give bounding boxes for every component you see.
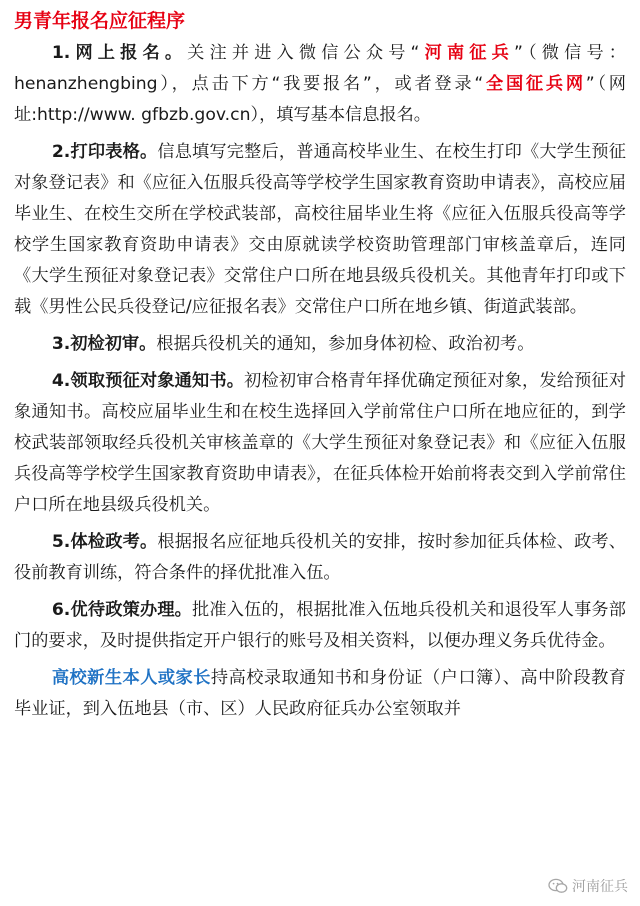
step-5-heading: 5.体检政考。 (51, 532, 158, 552)
freshman-paragraph (14, 663, 626, 725)
step-4-paragraph (14, 366, 626, 521)
step-2-paragraph (14, 137, 626, 323)
article-title: 男青年报名应征程序 (14, 10, 186, 32)
step-1-text-c: ”（网址:http://www. gfbzb.gov.cn），填写基本信息报名。 (14, 74, 626, 125)
step-4-heading: 4.领取预征对象通知书。 (51, 371, 245, 391)
freshman-text: 持高校录取通知书和身份证（户口簿）、高中阶段教育毕业证，到入伍地县（市、区）人民政府征兵办公室领取并 (14, 668, 626, 719)
recruitment-site-highlight: 全国征兵网 (483, 74, 586, 94)
step-3-heading: 3.初检初审。 (51, 334, 157, 354)
source-watermark (548, 876, 628, 896)
freshman-highlight: 高校新生本人或家长 (51, 668, 211, 688)
step-5-paragraph (14, 527, 626, 589)
step-6-heading: 6.优待政策办理。 (51, 600, 193, 620)
watermark-text: 河南征兵 (572, 879, 628, 895)
wechat-icon (548, 878, 568, 894)
step-1-paragraph (14, 38, 626, 131)
step-2-text: 信息填写完整后，普通高校毕业生、在校生打印《大学生预征对象登记表》和《应征入伍服兵役高等学校学生国家教育资助申请表》，高校应届毕业生、在校生交所在学校武装部，高校往届毕业生将《应征入伍服兵役高等学校学生国家教育资助申请表》交由原就读学校资助管理部门审核盖章后，连同《大学生预征对象登记表》交常住户口所在地县级兵役机关。其他青年打印或下载《男性公民兵役登记/应征报名表》交常住户口所在地乡镇、街道武装部。 (14, 142, 626, 317)
step-3-paragraph (14, 329, 626, 360)
step-4-text: 初检初审合格青年择优确定预征对象，发给预征对象通知书。高校应届毕业生和在校生选择回入学前常住户口所在地应征的，到学校武装部领取经兵役机关审核盖章的《大学生预征对象登记表》和《应征入伍服兵役高等学校学生国家教育资助申请表》，在征兵体检开始前将表交到入学前常住户口所在地县级兵役机关。 (14, 371, 626, 515)
step-3-text: 根据兵役机关的通知，参加身体初检、政治初考。 (156, 334, 535, 354)
step-1-heading: 1.网上报名。 (51, 43, 188, 63)
step-6-text: 批准入伍的，根据批准入伍地兵役机关和退役军人事务部门的要求，及时提供指定开户银行的账号及相关资料，以便办理义务兵优待金。 (14, 600, 626, 651)
step-2-heading: 2.打印表格。 (51, 142, 158, 162)
step-5-text: 根据报名应征地兵役机关的安排，按时参加征兵体检、政考、役前教育训练，符合条件的择优批准入伍。 (14, 532, 626, 583)
step-1-text-b: ”（微信号：henanzhengbing），点击下方“我要报名”，或者登录“ (14, 43, 626, 94)
step-6-paragraph (14, 595, 626, 657)
step-1-text-a: 关注并进入微信公众号“ (187, 43, 420, 63)
wechat-account-highlight: 河南征兵 (419, 43, 514, 63)
